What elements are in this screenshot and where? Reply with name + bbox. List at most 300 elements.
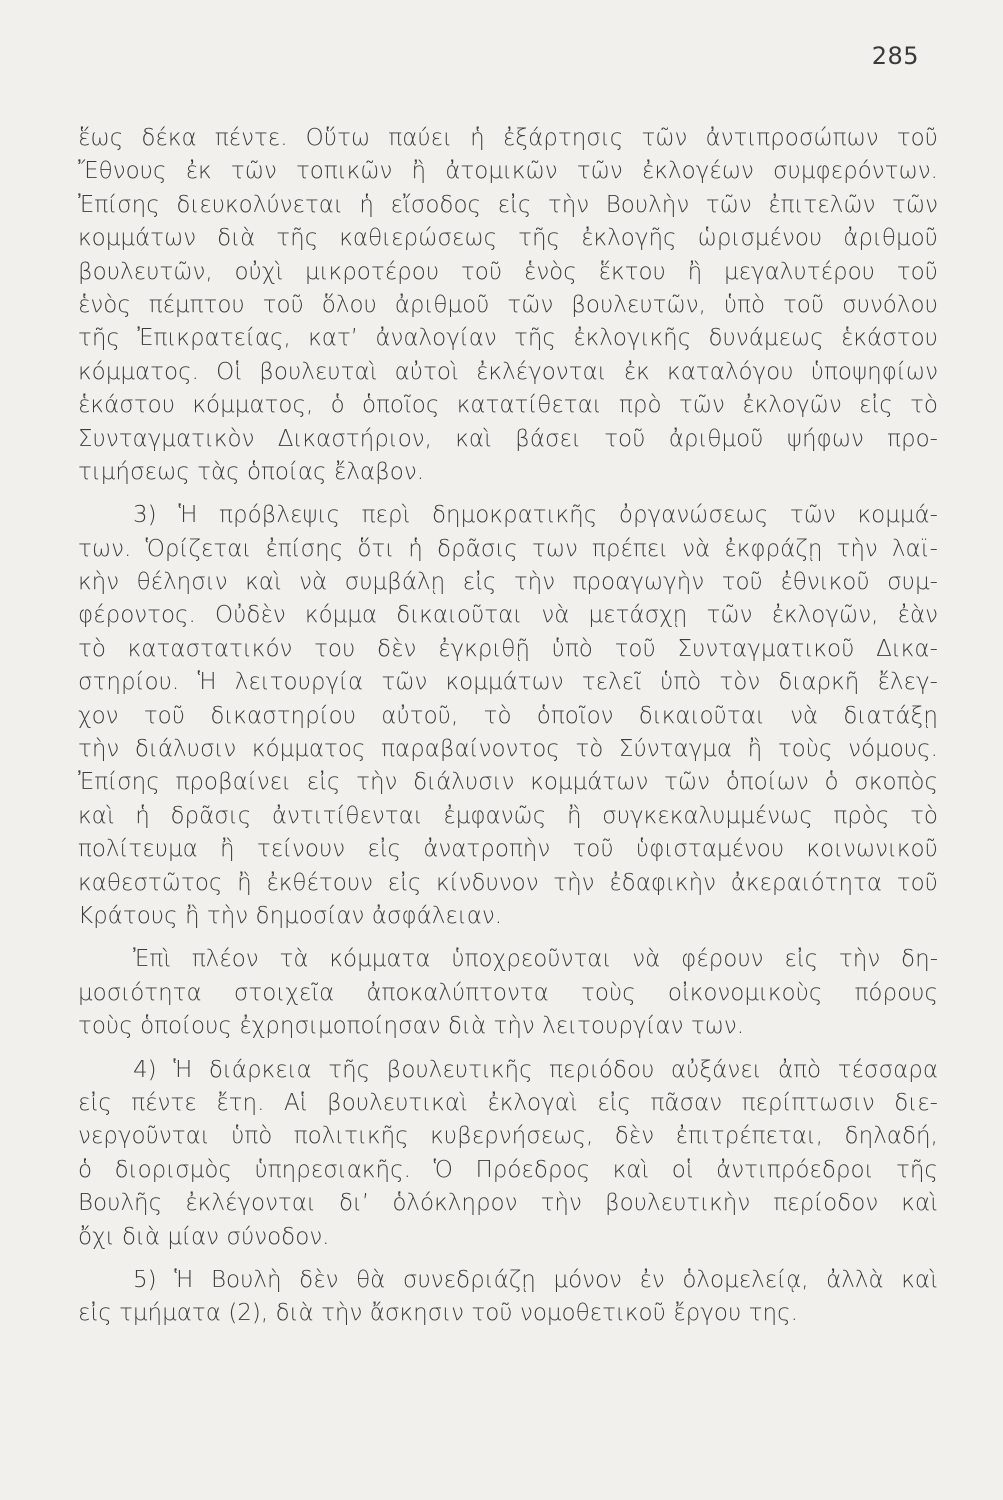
word: σύνοδον. bbox=[226, 1223, 330, 1250]
word: ὅτι bbox=[357, 535, 395, 562]
word: τῆς bbox=[896, 1156, 938, 1183]
word: ἢ bbox=[184, 902, 200, 929]
word: τιμήσεως bbox=[78, 458, 190, 485]
word: ἢ bbox=[220, 836, 235, 863]
word: Δικαστήριον, bbox=[277, 425, 432, 452]
word: καταστατικόν bbox=[127, 635, 293, 662]
word: ἔλαβον. bbox=[333, 458, 425, 485]
word: διε- bbox=[894, 1089, 938, 1116]
text-line bbox=[78, 943, 938, 976]
word: ὑποψηφίων bbox=[810, 358, 938, 385]
word: εἰς bbox=[859, 392, 893, 419]
word: τῆς bbox=[514, 325, 556, 352]
word: τὸ bbox=[910, 802, 938, 829]
word: ἐγκριθῇ bbox=[438, 635, 530, 662]
word: ὑφισταμένου bbox=[635, 836, 785, 863]
word: τοῦ bbox=[262, 291, 304, 318]
word: κατατίθεται bbox=[456, 392, 602, 419]
word: ἐκλέγονται bbox=[185, 1190, 316, 1217]
word: προβαίνει bbox=[175, 769, 291, 796]
word: συνόλου bbox=[842, 291, 938, 318]
text-line bbox=[78, 599, 938, 632]
word: ἐπιτρέπεται, bbox=[675, 1123, 824, 1150]
word: ἀριθμοῦ bbox=[394, 291, 490, 318]
word: ἐμφανῶς bbox=[443, 802, 547, 829]
word: Ἡ bbox=[178, 502, 198, 529]
word: ἐπιτελῶν bbox=[768, 191, 876, 218]
word: ἡ bbox=[408, 535, 423, 562]
word: κομμάτων bbox=[445, 669, 564, 696]
word: συνεδριάζῃ bbox=[402, 1266, 536, 1293]
word: πρέπει bbox=[591, 535, 669, 562]
word: ἀκεραιότητα bbox=[730, 869, 883, 896]
word: τοῦ bbox=[782, 291, 825, 318]
word: τὴν bbox=[493, 1013, 535, 1040]
word: τοῦ bbox=[896, 869, 938, 896]
word: τῶν bbox=[641, 125, 688, 151]
word: βουλευτῶν, bbox=[571, 291, 706, 318]
word: προ- bbox=[887, 425, 938, 452]
word: εἰς bbox=[78, 1089, 112, 1116]
word: διευκολύνεται bbox=[176, 191, 343, 218]
word: διαρκῆ bbox=[778, 669, 860, 696]
word: μετάσχῃ bbox=[588, 602, 688, 629]
word: Ἡ bbox=[174, 1266, 194, 1293]
word: τὴν bbox=[356, 769, 398, 796]
word: συμβάλῃ bbox=[344, 569, 446, 596]
word: ἐξάρτησις bbox=[502, 125, 624, 151]
word: ἡ bbox=[135, 802, 150, 829]
text-line bbox=[78, 766, 938, 799]
word: παύει bbox=[388, 125, 452, 151]
word: ἀποκαλύπτοντα bbox=[366, 979, 549, 1006]
word: ἐκλογέων bbox=[641, 158, 754, 185]
word: ὁποίων bbox=[725, 769, 809, 796]
word: συγκεκαλυμμένως bbox=[602, 802, 813, 829]
word: λαϊ- bbox=[891, 535, 938, 562]
word: τὸ bbox=[483, 702, 512, 729]
word: παραβαίνοντος bbox=[381, 736, 560, 763]
word: τῶν bbox=[705, 191, 752, 218]
word: τῆς bbox=[276, 225, 319, 252]
word: ἑκάστου bbox=[78, 392, 176, 419]
word: νὰ bbox=[299, 569, 328, 596]
word: Οὕτω bbox=[305, 125, 371, 151]
word: συμ- bbox=[887, 569, 938, 596]
word: θὰ bbox=[356, 1266, 386, 1293]
word: δημοσίαν bbox=[255, 902, 365, 929]
text-line bbox=[78, 1264, 938, 1297]
word: εἰς bbox=[78, 1300, 112, 1327]
word: περιόδου bbox=[549, 1056, 655, 1083]
word: κομμάτων bbox=[78, 225, 197, 252]
word: καταλόγου bbox=[667, 358, 794, 385]
text-line bbox=[78, 900, 938, 933]
word: ἀριθμοῦ bbox=[668, 425, 764, 452]
word: ὑπηρεσιακῆς. bbox=[254, 1156, 411, 1183]
word: ἀτομικῶν bbox=[445, 158, 558, 185]
word: ὁποῖον bbox=[536, 702, 614, 729]
word: ἄσκησιν bbox=[369, 1300, 465, 1327]
word: κατ’ bbox=[308, 325, 359, 352]
word: τῶν bbox=[664, 769, 711, 796]
paragraph-gap bbox=[78, 1254, 938, 1264]
word: Βουλὴ bbox=[210, 1266, 282, 1293]
word: καθιερώσεως bbox=[339, 225, 498, 252]
word: της. bbox=[748, 1300, 798, 1327]
word: Πρόεδρος bbox=[475, 1156, 591, 1183]
word: τοῦ bbox=[721, 569, 763, 596]
text-line bbox=[78, 189, 938, 222]
word: κοινωνικοῦ bbox=[806, 836, 938, 863]
text-line bbox=[78, 566, 938, 599]
word: εἰς bbox=[597, 1089, 631, 1116]
word: μοσιότητα bbox=[78, 979, 202, 1006]
word: εἰς bbox=[387, 869, 422, 896]
page-number: 285 bbox=[871, 42, 919, 70]
word: βουλευτικὴν bbox=[604, 1190, 751, 1217]
word: διὰ bbox=[217, 225, 256, 252]
word: διατάξῃ bbox=[843, 702, 938, 729]
word: κόμματος, bbox=[192, 392, 314, 419]
word: ἐκλογῶν, bbox=[771, 602, 879, 629]
word: λειτουργία bbox=[234, 669, 364, 696]
word: δι’ bbox=[338, 1190, 370, 1217]
word: τῆς bbox=[78, 325, 120, 352]
word: ἀσφάλειαν. bbox=[371, 902, 503, 929]
word: οἱ bbox=[671, 1156, 694, 1183]
word: τοὺς bbox=[580, 979, 636, 1006]
word: νὰ bbox=[790, 702, 819, 729]
word: τοῦ bbox=[896, 258, 938, 285]
word: διάλυσιν bbox=[134, 736, 237, 763]
word: πέντε. bbox=[214, 125, 288, 151]
word: Ἐπὶ bbox=[133, 946, 171, 973]
word: ὄχι bbox=[78, 1223, 115, 1250]
word: τῆς bbox=[518, 225, 561, 252]
word: νομοθετικοῦ bbox=[519, 1300, 666, 1327]
word: ἐκ bbox=[185, 158, 212, 185]
word: Ἔθνους bbox=[78, 158, 167, 185]
word: φέροντος. bbox=[78, 602, 196, 629]
word: πολίτευμα bbox=[78, 836, 198, 863]
word: αὐξάνει bbox=[670, 1056, 762, 1083]
word: ἐκφράζῃ bbox=[724, 535, 823, 562]
word: τῶν bbox=[381, 669, 428, 696]
word: ὡρισμένου bbox=[697, 225, 823, 252]
word: ἑνὸς bbox=[523, 258, 577, 285]
word: αὐτοὶ bbox=[394, 358, 459, 385]
word: τοὺς bbox=[777, 736, 833, 763]
word: πρὸ bbox=[619, 392, 662, 419]
word: τὴν bbox=[513, 569, 556, 596]
text-line bbox=[78, 456, 938, 489]
word: περίοδον bbox=[773, 1190, 879, 1217]
word: ἐκλογῶν bbox=[742, 392, 842, 419]
text-line bbox=[78, 666, 938, 699]
word: τῶν bbox=[507, 291, 554, 318]
word: ὑπὸ bbox=[723, 291, 766, 318]
word: εἰς bbox=[306, 769, 341, 796]
word: θέλησιν bbox=[136, 569, 228, 596]
word: φέρουν bbox=[681, 946, 764, 973]
word: τὰ bbox=[279, 946, 309, 973]
word: ἡ bbox=[470, 125, 485, 151]
word: του bbox=[314, 635, 356, 662]
word: ἑνὸς bbox=[78, 291, 131, 318]
word: δὲν bbox=[299, 1266, 339, 1293]
word: νὰ bbox=[632, 946, 661, 973]
text-line bbox=[78, 733, 938, 766]
word: εἰς bbox=[497, 191, 532, 218]
word: ὁ bbox=[824, 769, 839, 796]
word: Κράτους bbox=[78, 902, 178, 929]
word: πολιτικῆς bbox=[293, 1123, 409, 1150]
text-line bbox=[78, 389, 938, 422]
word: Ἐπίσης bbox=[78, 769, 160, 796]
word: ἢ bbox=[411, 158, 427, 185]
word: νεργοῦνται bbox=[78, 1123, 210, 1150]
word: Δικα- bbox=[876, 635, 938, 662]
word: ἀντιπροσώπων bbox=[705, 125, 879, 151]
word: τὸ bbox=[910, 392, 938, 419]
word: τῶν bbox=[789, 502, 836, 529]
word: ὁ bbox=[78, 1156, 93, 1183]
text-line bbox=[78, 533, 938, 566]
word: τοπικῶν bbox=[295, 158, 393, 185]
word: κίνδυνον bbox=[436, 869, 539, 896]
paragraph-gap bbox=[78, 1044, 938, 1054]
word: ἐκλέγονται bbox=[475, 358, 607, 385]
word: τὴν bbox=[78, 736, 120, 763]
word: τμήματα bbox=[119, 1300, 221, 1327]
word: αὐτοῦ, bbox=[381, 702, 459, 729]
text-line bbox=[78, 1054, 938, 1087]
word: ὁλόκληρον bbox=[392, 1190, 518, 1217]
word: 3) bbox=[133, 502, 157, 529]
word: ἐθνικοῦ bbox=[780, 569, 870, 596]
text-line bbox=[78, 1154, 938, 1187]
word: ἐὰν bbox=[897, 602, 938, 629]
word: οἰκονομικοὺς bbox=[667, 979, 823, 1006]
text-line bbox=[78, 1297, 938, 1330]
word: τῶν bbox=[576, 158, 623, 185]
word: Ἐπίσης bbox=[78, 191, 160, 218]
word: βουλευτῶν, bbox=[78, 258, 213, 285]
word: τοῦ bbox=[896, 125, 938, 151]
text-line bbox=[78, 423, 938, 456]
word: τῶν bbox=[706, 602, 753, 629]
word: ὁλομελείᾳ, bbox=[682, 1266, 809, 1293]
word: Ὁ bbox=[433, 1156, 453, 1183]
word: ἐκλογῆς bbox=[581, 225, 677, 252]
paragraph-gap bbox=[78, 933, 938, 943]
word: ἔλεγ- bbox=[877, 669, 938, 696]
word: τοῦ bbox=[471, 1300, 513, 1327]
word: δὲν bbox=[377, 635, 417, 662]
word: ἐχρησιμοποίησαν bbox=[239, 1013, 441, 1040]
word: εἰς bbox=[462, 569, 497, 596]
word: περὶ bbox=[361, 502, 411, 529]
word: εἰς bbox=[367, 836, 402, 863]
word: τὴν bbox=[547, 191, 590, 218]
word: δικαιοῦται bbox=[396, 602, 523, 629]
word: ἐκλογικῆς bbox=[573, 325, 692, 352]
word: Ἐπικρατείας, bbox=[137, 325, 291, 352]
word: δρᾶσις bbox=[170, 802, 252, 829]
text-line bbox=[78, 633, 938, 666]
word: οὐχὶ bbox=[234, 258, 284, 285]
text-line bbox=[78, 256, 938, 289]
word: Συνταγματικοῦ bbox=[677, 635, 855, 662]
word: δη- bbox=[901, 946, 938, 973]
word: διὰ bbox=[448, 1013, 487, 1040]
word: των bbox=[531, 535, 578, 562]
word: τῶν bbox=[678, 392, 725, 419]
word: τὴν bbox=[553, 869, 595, 896]
word: ἐδαφικὴν bbox=[609, 869, 717, 896]
text-line bbox=[78, 356, 938, 389]
text-line bbox=[78, 1010, 938, 1043]
word: πόρους bbox=[854, 979, 938, 1006]
word: των. bbox=[78, 535, 132, 562]
word: Οἱ bbox=[216, 358, 242, 385]
word: λειτουργίαν bbox=[542, 1013, 684, 1040]
word: ὑποχρεοῦνται bbox=[451, 946, 612, 973]
word: εἴσοδος bbox=[390, 191, 482, 218]
word: δημοκρατικῆς bbox=[431, 502, 598, 529]
word: ὁποῖος bbox=[362, 392, 440, 419]
word: μίαν bbox=[167, 1223, 220, 1250]
word: δρᾶσις bbox=[436, 535, 518, 562]
word: Ἡ bbox=[173, 1056, 193, 1083]
word: τὸ bbox=[78, 635, 106, 662]
word: στηρίου. bbox=[78, 669, 180, 696]
word: κόμματος. bbox=[78, 358, 199, 385]
word: καὶ bbox=[78, 802, 115, 829]
word: τοῦ bbox=[614, 635, 656, 662]
word: δικαστηρίου bbox=[210, 702, 357, 729]
word: τὴν bbox=[540, 1190, 582, 1217]
word: τῆς bbox=[328, 1056, 371, 1083]
word: μικροτέρου bbox=[305, 258, 440, 285]
word: Ἡ bbox=[197, 669, 217, 696]
word: ἀντιπρόεδροι bbox=[716, 1156, 874, 1183]
word: ἀπὸ bbox=[778, 1056, 822, 1083]
word: ἀριθμοῦ bbox=[843, 225, 938, 252]
text-line bbox=[78, 289, 938, 322]
word: τὴν bbox=[321, 1300, 363, 1327]
word: διάρκεια bbox=[208, 1056, 312, 1083]
text-line bbox=[78, 1120, 938, 1153]
text-line bbox=[78, 1187, 938, 1220]
word: ἀντιτίθενται bbox=[271, 802, 423, 829]
word: κομμά- bbox=[857, 502, 938, 529]
word: ὑπὸ bbox=[231, 1123, 273, 1150]
word: πέντε bbox=[131, 1089, 197, 1116]
word: δηλαδή, bbox=[844, 1123, 938, 1150]
word: διὰ bbox=[275, 1300, 314, 1327]
word: ὀργανώσεως bbox=[618, 502, 769, 529]
word: ἔτη. bbox=[216, 1089, 265, 1116]
word: ἀναλογίαν bbox=[375, 325, 497, 352]
word: ἢ bbox=[566, 802, 582, 829]
word: τῶν bbox=[891, 191, 938, 218]
word: ἢ bbox=[237, 869, 252, 896]
word: ἔργου bbox=[673, 1300, 742, 1327]
word: τὰς bbox=[197, 458, 240, 485]
word: ὁποίους bbox=[140, 1013, 232, 1040]
word: πρόβλεψις bbox=[219, 502, 340, 529]
word: δυνάμεως bbox=[708, 325, 824, 352]
word: καὶ bbox=[245, 569, 282, 596]
word: ἐκθέτουν bbox=[266, 869, 373, 896]
word: διάλυσιν bbox=[413, 769, 515, 796]
word: βουλευταὶ bbox=[259, 358, 378, 385]
word: ὅλου bbox=[321, 291, 377, 318]
word: διορισμὸς bbox=[114, 1156, 232, 1183]
word: τοῦ bbox=[460, 258, 503, 285]
word: πᾶσαν bbox=[650, 1089, 723, 1116]
word: Αἱ bbox=[283, 1089, 308, 1116]
word: ἕως bbox=[78, 125, 124, 151]
word: Συνταγματικὸν bbox=[78, 425, 255, 452]
word: 5) bbox=[133, 1266, 157, 1293]
word: τοῦ bbox=[143, 702, 186, 729]
word: Βουλὴν bbox=[605, 191, 690, 218]
text-line bbox=[78, 1087, 938, 1120]
word: πρὸς bbox=[833, 802, 890, 829]
word: (2), bbox=[228, 1300, 269, 1327]
word: τὴν bbox=[836, 535, 878, 562]
word: ἐκ bbox=[623, 358, 650, 385]
word: νόμους. bbox=[848, 736, 938, 763]
word: ἐκλογαὶ bbox=[487, 1089, 578, 1116]
text-line bbox=[78, 977, 938, 1010]
word: τοὺς bbox=[78, 1013, 133, 1040]
word: μόνον bbox=[553, 1266, 622, 1293]
word: τὸ bbox=[575, 736, 604, 763]
word: προαγωγὴν bbox=[572, 569, 705, 596]
word: κομμάτων bbox=[530, 769, 649, 796]
word: ἢ bbox=[747, 736, 763, 763]
word: Σύνταγμα bbox=[618, 736, 733, 763]
word: κυβερνήσεως, bbox=[430, 1123, 594, 1150]
word: κὴν bbox=[78, 569, 120, 596]
word: τὴν bbox=[206, 902, 249, 929]
body-text bbox=[78, 122, 938, 1331]
word: ὑπὸ bbox=[551, 635, 593, 662]
word: κόμματος bbox=[251, 736, 366, 763]
word: καὶ bbox=[901, 1190, 938, 1217]
word: τοῦ bbox=[572, 836, 614, 863]
word: ἀλλὰ bbox=[826, 1266, 884, 1293]
word: ἑκάστου bbox=[840, 325, 938, 352]
word: ἕκτου bbox=[598, 258, 666, 285]
word: ἐν bbox=[639, 1266, 665, 1293]
text-line bbox=[78, 800, 938, 833]
word: Βουλῆς bbox=[78, 1190, 163, 1217]
text-line bbox=[78, 222, 938, 255]
word: κόμμα bbox=[304, 602, 378, 629]
word: τοῦ bbox=[604, 425, 646, 452]
word: καὶ bbox=[901, 1266, 938, 1293]
word: τείνουν bbox=[256, 836, 346, 863]
word: ἡ bbox=[359, 191, 374, 218]
word: νὰ bbox=[541, 602, 570, 629]
word: ἀνατροπὴν bbox=[423, 836, 551, 863]
word: ὁ bbox=[330, 392, 345, 419]
